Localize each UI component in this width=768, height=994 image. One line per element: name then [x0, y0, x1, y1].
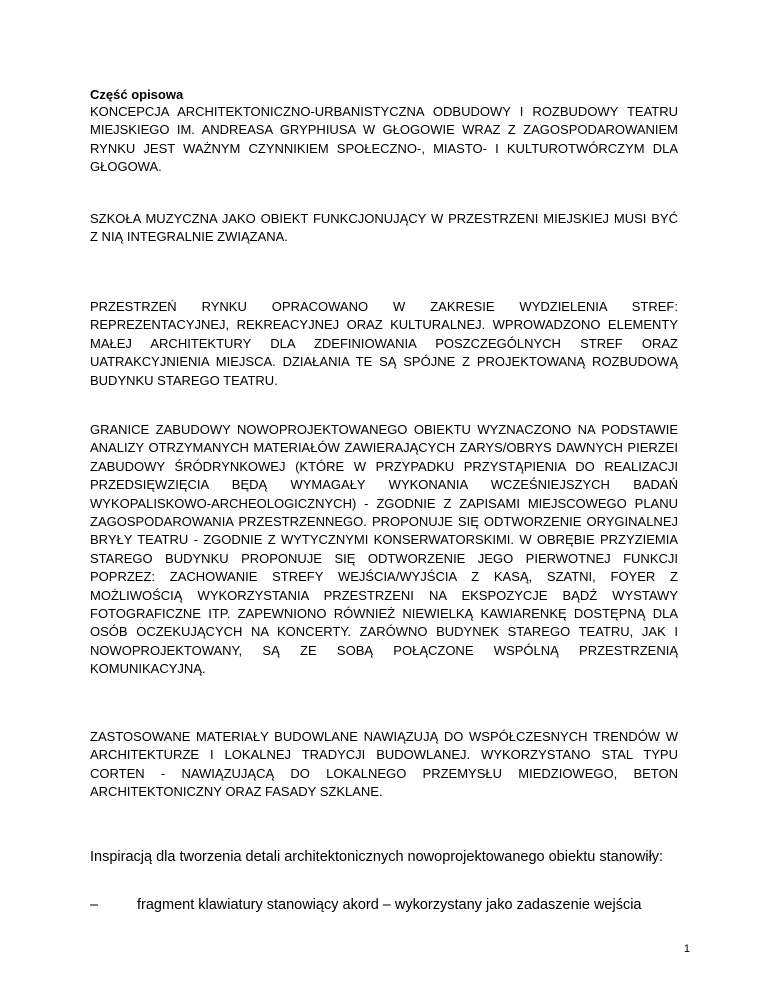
- paragraph-building-boundaries: GRANICE ZABUDOWY NOWOPROJEKTOWANEGO OBIEKTU WYZNACZONO NA PODSTAWIE ANALIZY OTRZYMANYCH MATERIAŁÓW ZAWIERAJĄCYCH ZARYS/OBRYS DAWNYCH PIERZEI ZABUDOWY ŚRÓDRYNKOWEJ (KTÓRE W PRZYPADKU PRZYSTĄPIENIA DO REALIZACJI PRZEDSIĘWZIĘCIA BĘDĄ WYMAGAŁY WYKONANIA WCZEŚNIEJSZYCH BADAŃ WYKOPALISKOWO-ARCHEOLOGICZNYCH) - ZGODNIE Z ZAPISAMI MIEJSCOWEGO PLANU ZAGOSPODAROWANIA PRZESTRZENNEGO. PROPONUJE SIĘ ODTWORZENIE ORYGINALNEJ BRYŁY TEATRU - ZGODNIE Z WYTYCZNYMI KONSERWATORSKIMI. W OBRĘBIE PRZYZIEMIA STAREGO BUDYNKU PROPONUJE SIĘ ODTWORZENIE JEGO PIERWOTNEJ FUNKCJI POPRZEZ: ZACHOWANIE STREFY WEJŚCIA/WYJŚCIA Z KASĄ, SZATNI, FOYER Z MOŻLIWOŚCIĄ WYKORZYSTANIA PRZESTRZENI NA EKSPOZYCJE BĄDŹ WYSTAWY FOTOGRAFICZNE ITP. ZAPEWNIONO RÓWNIEŻ NIEWIELKĄ KAWIARENKĘ DOSTĘPNĄ DLA OSÓB OCZEKUJĄCYCH NA KONCERTY. ZARÓWNO BUDYNEK STAREGO TEATRU, JAK I NOWOPROJEKTOWANY, SĄ ZE SOBĄ POŁĄCZONE WSPÓLNĄ PRZESTRZENIĄ KOMUNIKACYJNĄ.: [90, 422, 678, 677]
- paragraph-music-school: SZKOŁA MUZYCZNA JAKO OBIEKT FUNKCJONUJĄCY W PRZESTRZENI MIEJSKIEJ MUSI BYĆ Z NIĄ INTEGRALNIE ZWIĄZANA.: [90, 211, 678, 245]
- bullet-dash: –: [90, 897, 99, 913]
- paragraph-concept: KONCEPCJA ARCHITEKTONICZNO-URBANISTYCZNA ODBUDOWY I ROZBUDOWY TEATRU MIEJSKIEGO IM. ANDREASA GRYPHIUSA W GŁOGOWIE WRAZ Z ZAGOSPODAROWANIEM RYNKU JEST WAŻNYM CZYNNIKIEM SPOŁECZNO-, MIASTO- I KULTUROTWÓRCZYM DLA GŁOGOWA.: [90, 104, 678, 175]
- paragraph-materials: ZASTOSOWANE MATERIAŁY BUDOWLANE NAWIĄZUJĄ DO WSPÓŁCZESNYCH TRENDÓW W ARCHITEKTURZE I LOKALNEJ TRADYCJI BUDOWLANEJ. WYKORZYSTANO STAL TYPU CORTEN - NAWIĄZUJĄCĄ DO LOKALNEGO PRZEMYSŁU MIEDZIOWEGO, BETON ARCHITEKTONICZNY ORAZ FASADY SZKLANE.: [90, 729, 678, 800]
- paragraph-market-space: PRZESTRZEŃ RYNKU OPRACOWANO W ZAKRESIE WYDZIELENIA STREF: REPREZENTACYJNEJ, REKREACYJNEJ ORAZ KULTURALNEJ. WPROWADZONO ELEMENTY MAŁEJ ARCHITEKTURY DLA ZDEFINIOWANIA POSZCZEGÓLNYCH STREF ORAZ UATRAKCYJNIENIA MIEJSCA. DZIAŁANIA TE SĄ SPÓJNE Z PROJEKTOWANĄ ROZBUDOWĄ BUDYNKU STAREGO TEATRU.: [90, 299, 678, 388]
- paragraph-inspiration: Inspiracją dla tworzenia detali architektonicznych nowoprojektowanego obiektu stanowiły:: [90, 849, 664, 865]
- section-heading: Część opisowa: [90, 87, 184, 102]
- page-number: 1: [683, 943, 690, 955]
- list-item-text: fragment klawiatury stanowiący akord – wykorzystany jako zadaszenie wejścia: [137, 897, 642, 913]
